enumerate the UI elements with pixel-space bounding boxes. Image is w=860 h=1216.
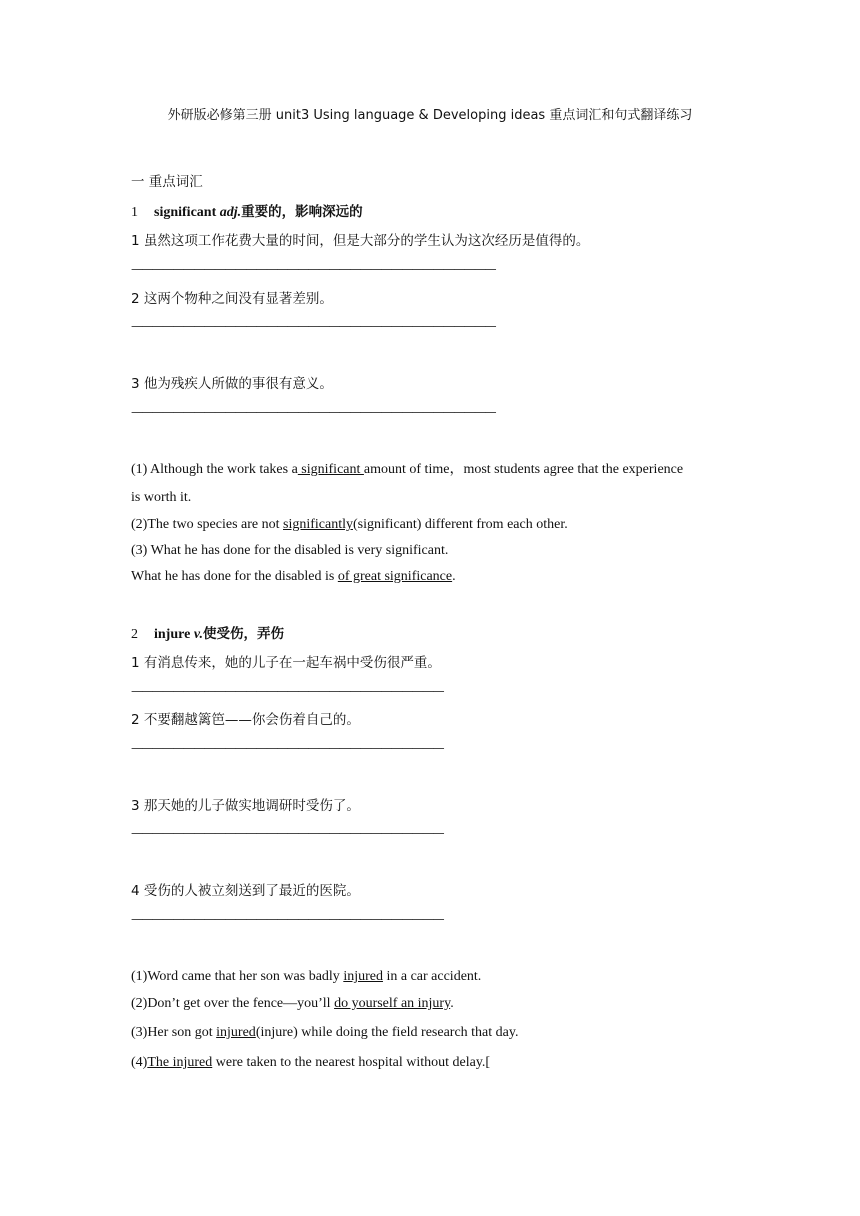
question-text: 1 有消息传来，她的儿子在一起车祸中受伤很严重。 [131,655,441,671]
answer-sentence [131,460,683,480]
word-entry-heading [131,624,284,645]
section-heading: 一 重点词汇 [131,174,203,190]
answer-blank: ——————————————————————————————————— [131,262,496,276]
answer-sentence-cont: is worth it. [131,490,192,505]
answer-sentence: (3) What he has done for the disabled is very significant. [131,543,449,558]
entry-pos: adj. [219,205,242,220]
answer-blank: —————————————————————————————— [131,912,444,926]
entry-pos: v. [193,627,204,642]
answer-sentence [131,967,481,987]
answer-text: (significant) different from each other. [353,517,568,532]
document-title: 外研版必修第三册 unit3 Using language & Developing ideas 重点词汇和句式翻译练习 [167,108,693,123]
answer-text: (3)Her son got [131,1025,217,1040]
question-text: 4 受伤的人被立刻送到了最近的医院。 [131,883,360,899]
answer-text: (2)Don’t get over the fence—you’ll [131,996,335,1011]
answer-fill: significant [297,462,364,477]
answer-text: (1) Although the work takes a [131,462,298,477]
answer-sentence [131,994,454,1014]
question-text: 2 不要翻越篱笆——你会伤着自己的。 [131,712,360,728]
question-text: 1 虽然这项工作花费大量的时间，但是大部分的学生认为这次经历是值得的。 [131,233,590,249]
answer-sentence [131,1053,490,1073]
entry-word: significant [154,205,217,220]
answer-sentence [131,567,456,587]
answer-text: . [450,996,454,1011]
answer-text: (4) [131,1055,148,1070]
entry-meaning: 重要的，影响深远的 [241,204,363,220]
answer-sentence [131,1023,518,1043]
answer-sentence [131,515,568,535]
answer-fill: injured [343,969,383,984]
answer-blank: ——————————————————————————————————— [131,319,496,333]
entry-word: injure [154,627,191,642]
answer-fill: The injured [147,1055,213,1070]
question-text: 2 这两个物种之间没有显著差别。 [131,291,333,307]
answer-blank: ——————————————————————————————————— [131,405,496,419]
answer-blank: —————————————————————————————— [131,826,444,840]
answer-fill: significantly [283,517,353,532]
answer-blank: —————————————————————————————— [131,684,444,698]
answer-blank: —————————————————————————————— [131,741,444,755]
answer-text: were taken to the nearest hospital without delay.[ [212,1055,491,1070]
question-text: 3 那天她的儿子做实地调研时受伤了。 [131,798,360,814]
answer-fill: of great significance [337,569,453,584]
answer-text: (2)The two species are not [131,517,283,532]
entry-number: 2 [131,627,138,642]
entry-meaning: 使受伤，弄伤 [203,626,285,642]
answer-text: in a car accident. [382,969,482,984]
answer-fill: do yourself an injury [334,996,451,1011]
answer-text: What he has done for the disabled is [131,569,338,584]
answer-text: amount of time，most students agree that the experience [363,462,684,477]
question-text: 3 他为残疾人所做的事很有意义。 [131,376,333,392]
answer-text: . [452,569,456,584]
answer-text: (injure) while doing the field research that day. [255,1025,519,1040]
answer-text: (1)Word came that her son was badly [131,969,344,984]
entry-number: 1 [131,205,138,220]
answer-fill: injured [216,1025,256,1040]
word-entry-heading [131,202,363,223]
